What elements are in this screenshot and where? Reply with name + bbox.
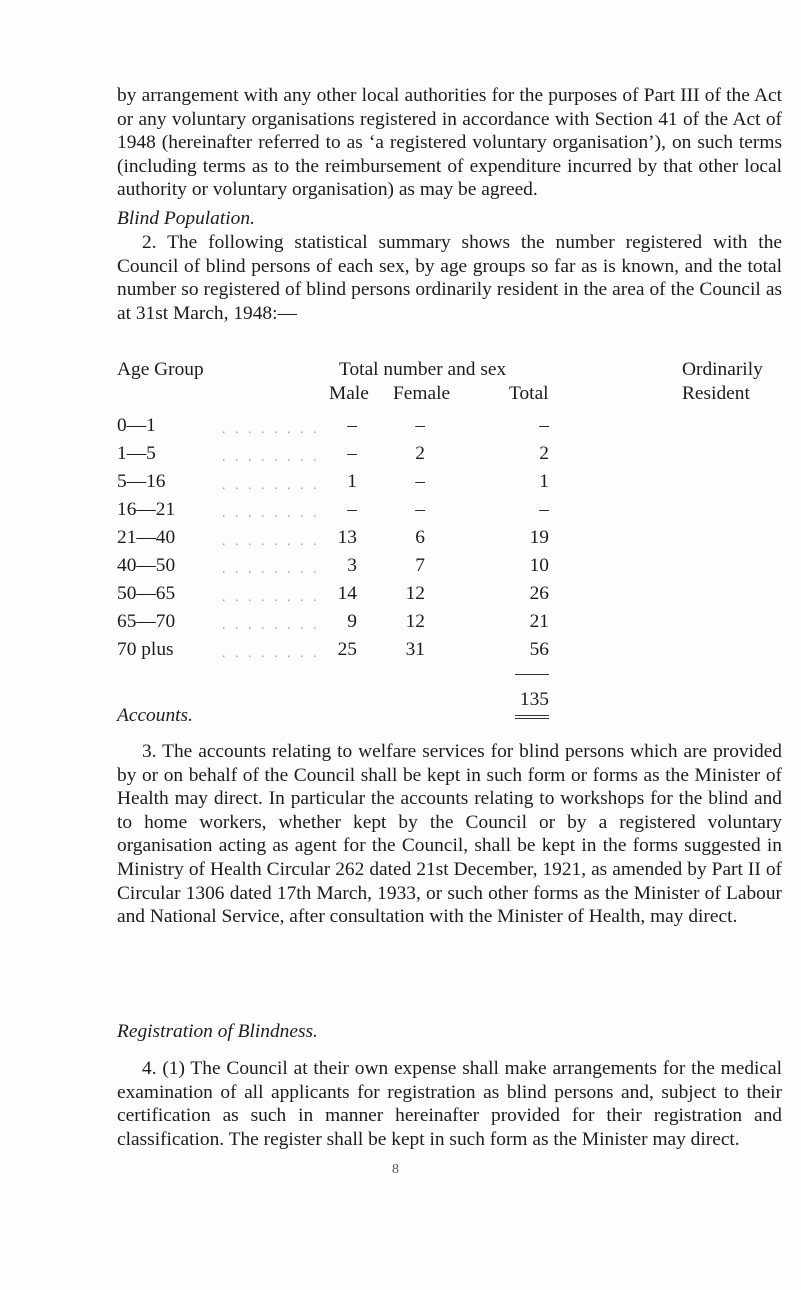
total-cell: 56: [529, 639, 549, 660]
male-cell: 1: [347, 471, 357, 492]
total-cell: –: [539, 415, 549, 436]
heading-blind-population: Blind Population.: [117, 208, 255, 229]
age-group-cell: 16—21: [117, 499, 176, 520]
age-group-cell: 5—16: [117, 471, 166, 492]
female-cell: 6: [415, 527, 425, 548]
leader-dots: . . . . . . . .: [222, 618, 320, 633]
female-cell: –: [415, 499, 425, 520]
male-cell: 13: [337, 527, 357, 548]
female-cell: –: [415, 471, 425, 492]
total-cell: 1: [539, 471, 549, 492]
total-cell: 10: [529, 555, 549, 576]
paragraph-4-text: 4. (1) The Council at their own expense shall make arrangements for the medical examination of all applicants for registration as blind persons and, subject to their certification as such in manner hereinafter provided for their registration and classification. The register shall be kept in such form as the Minister may direct.: [117, 1058, 782, 1150]
male-cell: –: [347, 499, 357, 520]
leader-dots: . . . . . . . .: [222, 478, 320, 493]
paragraph-3-text: 3. The accounts relating to welfare services for blind persons which are provided by or on behalf of the Council shall be kept in such form or forms as the Minister of Health may direct. In particular the accounts relating to workshops for the blind and to home workers, whether kept by the Council or by a registered voluntary organisation acting as agent for the Council, shall be kept in the forms suggested in Ministry of Health Circular 262 dated 21st December, 1921, as amended by Part II of Circular 1306 dated 17th March, 1933, or such other forms as the Minister of Labour and National Service, after consultation with the Minister of Health, may direct.: [117, 741, 782, 928]
paragraph-1-text: by arrangement with any other local authorities for the purposes of Part III of the Act or any voluntary organisations registered in accordance with Section 41 of the Act of 1948 (hereinafter referred to as ‘a registered voluntary organisation’), on such terms (including terms as to the reimbursement of expenditure incurred by that other local authority or voluntary organisation) as may be agreed.: [117, 85, 782, 201]
leader-dots: . . . . . . . .: [222, 506, 320, 521]
male-cell: 14: [337, 583, 357, 604]
paragraph-4: [117, 1057, 782, 1151]
female-cell: 31: [405, 639, 425, 660]
paragraph-2: [117, 231, 782, 325]
paragraph-1: [117, 84, 782, 202]
leader-dots: . . . . . . . .: [222, 534, 320, 549]
header-total-number-and-sex: Total number and sex: [339, 359, 507, 380]
statistics-table: [117, 358, 782, 718]
leader-dots: . . . . . . . .: [222, 646, 320, 661]
header-male: Male: [329, 383, 369, 404]
age-group-cell: 50—65: [117, 583, 176, 604]
female-cell: 2: [415, 443, 425, 464]
total-cell: 2: [539, 443, 549, 464]
paragraph-3: [117, 740, 782, 929]
header-age-group: Age Group: [117, 359, 204, 380]
double-rule-top: [515, 715, 549, 716]
female-cell: –: [415, 415, 425, 436]
age-group-cell: 70 plus: [117, 639, 174, 660]
age-group-cell: 1—5: [117, 443, 156, 464]
leader-dots: . . . . . . . .: [222, 422, 320, 437]
male-cell: 9: [347, 611, 357, 632]
female-cell: 7: [415, 555, 425, 576]
age-group-cell: 40—50: [117, 555, 176, 576]
total-cell: 26: [529, 583, 549, 604]
paragraph-2-text: 2. The following statistical summary shows the number registered with the Council of blind persons of each sex, by age groups so far as is known, and the total number so registered of blind persons ordinarily resident in the area of the Council as at 31st March, 1948:—: [117, 232, 782, 324]
total-cell: 21: [529, 611, 549, 632]
total-rule: [515, 674, 549, 675]
male-cell: –: [347, 415, 357, 436]
heading-registration-of-blindness: Registration of Blindness.: [117, 1021, 318, 1042]
leader-dots: . . . . . . . .: [222, 590, 320, 605]
header-resident: Resident: [682, 383, 750, 404]
header-female: Female: [393, 383, 451, 404]
page-number: 8: [392, 1162, 399, 1177]
header-total: Total: [509, 383, 549, 404]
age-group-cell: 65—70: [117, 611, 176, 632]
age-group-cell: 21—40: [117, 527, 176, 548]
male-cell: –: [347, 443, 357, 464]
age-group-cell: 0—1: [117, 415, 156, 436]
male-cell: 3: [347, 555, 357, 576]
female-cell: 12: [405, 611, 425, 632]
header-ordinarily: Ordinarily: [682, 359, 763, 380]
double-rule-bottom: [515, 718, 549, 719]
leader-dots: . . . . . . . .: [222, 562, 320, 577]
male-cell: 25: [337, 639, 357, 660]
heading-accounts: Accounts.: [117, 705, 193, 726]
leader-dots: . . . . . . . .: [222, 450, 320, 465]
total-cell: –: [539, 499, 549, 520]
grand-total: 135: [519, 689, 549, 710]
female-cell: 12: [405, 583, 425, 604]
total-cell: 19: [529, 527, 549, 548]
